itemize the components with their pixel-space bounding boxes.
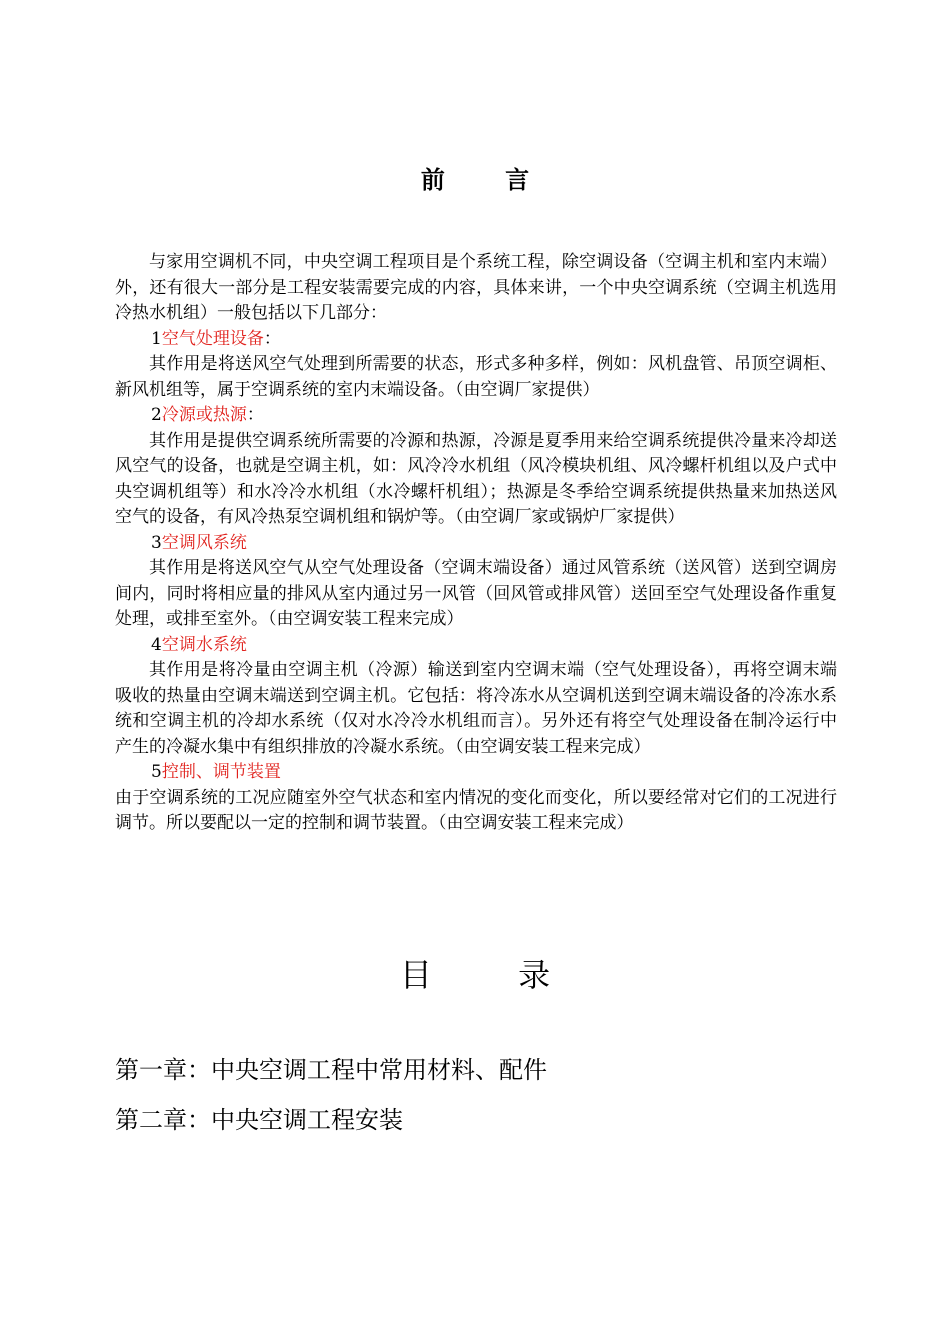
section-heading: 1空气处理设备： bbox=[151, 328, 281, 349]
preface-intro: 与家用空调机不同，中央空调工程项目是个系统工程，除空调设备（空调主机和室内末端）外，还有很大一部分是工程安装需要完成的内容，具体来讲，一个中央空调系统（空调主机选用冷热水机组）一般包括以下几部分： bbox=[115, 252, 837, 323]
section-heading: 3空调风系统 bbox=[151, 532, 247, 553]
toc-title: 目 录 bbox=[399, 956, 589, 994]
preface-title: 前 言 bbox=[420, 165, 556, 194]
section-body: 其作用是将送风空气从空气处理设备（空调末端设备）通过风管系统（送风管）送到空调房间内，同时将相应量的排风从室内通过另一风管（回风管或排风管）送回至空气处理设备作重复处理，或排至室外。（由空调安装工程来完成） bbox=[115, 558, 837, 629]
section-heading: 4空调水系统 bbox=[151, 634, 247, 655]
toc-item[interactable]: 第二章：中央空调工程安装 bbox=[115, 1106, 403, 1134]
section-body: 其作用是提供空调系统所需要的冷源和热源，冷源是夏季用来给空调系统提供冷量来冷却送风空气的设备，也就是空调主机，如：风冷冷水机组（风冷模块机组、风冷螺杆机组以及户式中央空调机组等）和水冷冷水机组（水冷螺杆机组）；热源是冬季给空调系统提供热量来加热送风空气的设备，有风冷热泵空调机组和锅炉等。（由空调厂家或锅炉厂家提供） bbox=[115, 430, 837, 527]
section-body: 其作用是将冷量由空调主机（冷源）输送到室内空调末端（空气处理设备），再将空调末端吸收的热量由空调末端送到空调主机。它包括：将冷冻水从空调机送到空调末端设备的冷冻水系统和空调主机的冷却水系统（仅对水冷冷水机组而言）。另外还有将空气处理设备在制冷运行中产生的冷凝水集中有组织排放的冷凝水系统。（由空调安装工程来完成） bbox=[115, 660, 837, 757]
table-of-contents bbox=[115, 1052, 547, 1152]
toc-item[interactable]: 第一章：中央空调工程中常用材料、配件 bbox=[115, 1056, 547, 1084]
section-heading: 5控制、调节装置 bbox=[151, 762, 281, 782]
section-body: 其作用是将送风空气处理到所需要的状态，形式多种多样，例如：风机盘管、吊顶空调柜、新风机组等，属于空调系统的室内末端设备。（由空调厂家提供） bbox=[115, 354, 837, 400]
preface-body bbox=[115, 250, 837, 837]
section-heading: 2冷源或热源： bbox=[151, 405, 264, 425]
section-body: 由于空调系统的工况应随室外空气状态和室内情况的变化而变化，所以要经常对它们的工况进行调节。所以要配以一定的控制和调节装置。（由空调安装工程来完成） bbox=[115, 787, 837, 833]
